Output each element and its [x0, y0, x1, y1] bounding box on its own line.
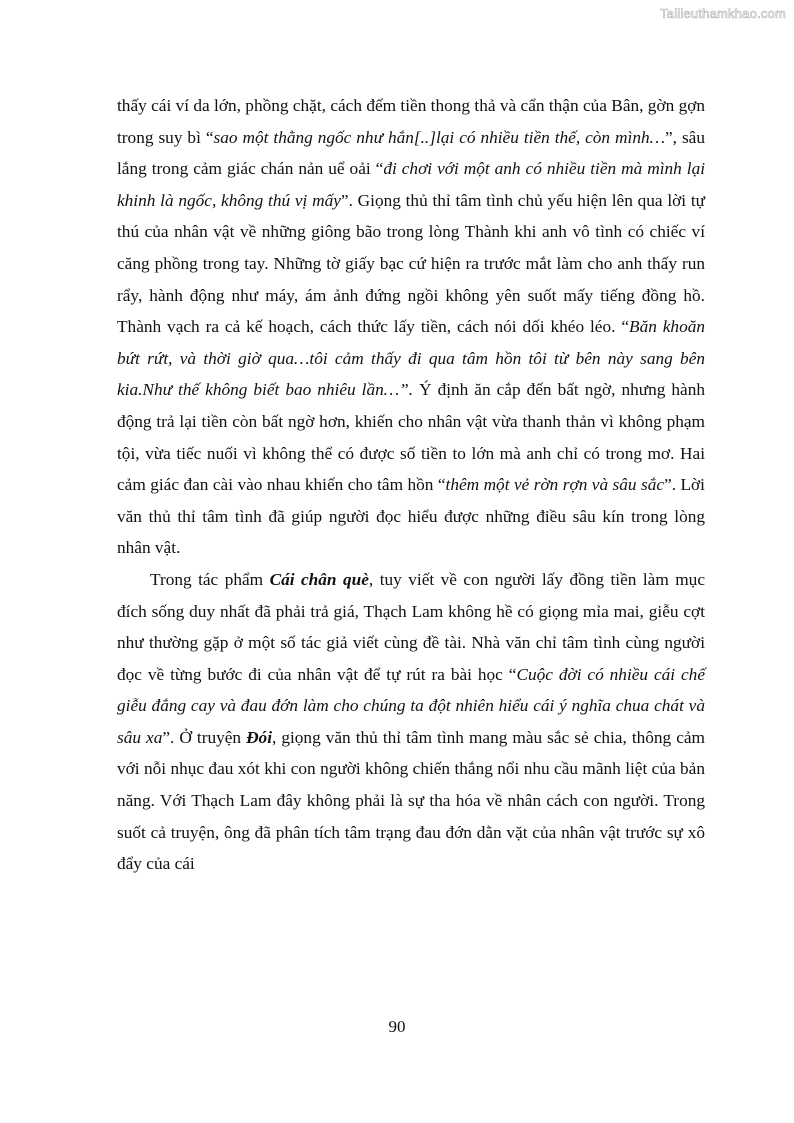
paragraph-2 [117, 564, 705, 880]
quote-italic: sao một thằng ngốc như hắn[..]lại có nhiều tiền thế, còn mình… [213, 127, 665, 147]
site-watermark: Tailieuthamkhao.com [660, 6, 786, 21]
quote-italic: thêm một vẻ rờn rợn và sâu sắc [445, 475, 665, 495]
work-title: Cái chân què [269, 569, 369, 589]
text-run: ”, sâu lắng trong cảm giác chán nản uể oải “ [117, 127, 705, 179]
text-run: Ý định ăn cắp đến bất ngờ, nhưng hành động trả lại tiền còn bất ngờ hơn, khiến cho nhân vật vừa thanh thản vì không phạm tội, vừa tiếc nuối vì không thể có được số tiền to lớn mà anh chỉ có trong mơ. Hai cảm giác đan cài vào nhau khiến cho tâm hồn “ [117, 380, 705, 495]
text-run: thấy cái ví da lớn, phồng chặt, cách đếm tiền thong thả và cẩn thận của Bân, gờn gợn trong suy bì “ [117, 96, 705, 147]
text-run: , tuy viết về con người lấy đồng tiền làm mục đích sống duy nhất đã phải trả giá, Thạch Lam không hề có giọng mỉa mai, giễu cợt như thường gặp ở một số tác giả viết cùng đề tài. Nhà văn chỉ tâm tình cùng người đọc về từng bước đi của nhân vật để tự rút ra bài học “ [117, 569, 705, 684]
work-title: Đói [246, 727, 272, 747]
quote-italic: đi chơi với một anh có nhiều tiền mà mình lại khinh là ngốc, không thú vị mấy [117, 159, 706, 210]
text-run: , giọng văn thủ thỉ tâm tình mang màu sắc sẻ chia, thông cảm với nỗi nhục đau xót khi con người không chiến thắng nổi nhu cầu mãnh liệt của bản năng. Với Thạch Lam đây không phải là sự tha hóa về nhân cách con người. Trong suốt cả truyện, ông đã phân tích tâm trạng đau đớn dằn vặt của nhân vật trước sự xô đẩy của cái [117, 727, 706, 874]
quote-italic: Băn khoăn bứt rứt, và thời giờ qua…tôi cảm thấy đi qua tâm hồn tôi từ bên này sang bên kia.Như thế không biết bao nhiêu lần…”. [117, 317, 705, 400]
paragraph-1 [117, 90, 705, 564]
text-run: ”. Lời văn thủ thỉ tâm tình đã giúp người đọc hiểu được những điều sâu kín trong lòng nhân vật. [117, 475, 705, 558]
text-run: Trong tác phẩm [150, 569, 270, 589]
text-run: ”. Giọng thủ thỉ tâm tình chủ yếu hiện lên qua lời tự thú của nhân vật về những giông bão trong lòng Thành khi anh vô tình có chiếc ví căng phồng trong tay. Những tờ giấy bạc cứ hiện ra trước mắt làm cho anh thấy run rẩy, hành động như máy, ám ảnh đứng ngồi không yên suốt mấy tiếng đồng hồ. Thành vạch ra cả kế hoạch, cách thức lấy tiền, cách nói dối khéo léo. “ [117, 190, 705, 337]
page-number: 90 [388, 1017, 406, 1036]
text-run: ”. Ở truyện [162, 727, 247, 747]
quote-italic: Cuộc đời có nhiều cái chế giễu đắng cay và đau đớn làm cho chúng ta đột nhiên hiểu cái ý nghĩa chua chát và sâu xa [117, 664, 705, 747]
document-body [117, 90, 705, 880]
